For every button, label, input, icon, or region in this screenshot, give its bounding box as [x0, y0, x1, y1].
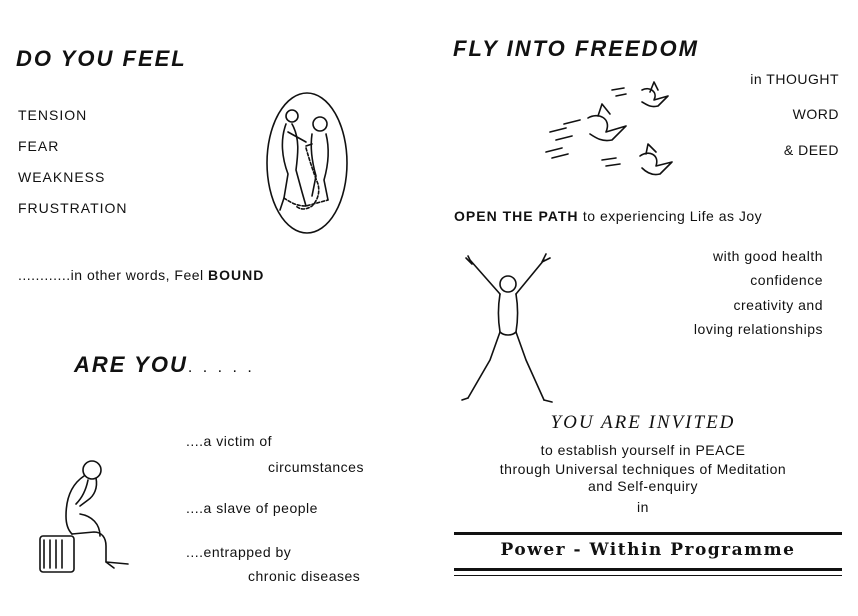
heading-fly-into-freedom: FLY INTO FREEDOM	[453, 36, 699, 61]
heading-are-you	[74, 352, 255, 378]
flying-birds-icon	[542, 78, 682, 188]
sitting-despair-figure-icon	[36, 458, 132, 582]
feeling-item: FRUSTRATION	[18, 200, 128, 216]
in-line: in	[637, 499, 649, 515]
benefit-item: confidence	[750, 272, 823, 288]
deed-line: & DEED	[783, 142, 839, 158]
open-path-bold: OPEN THE PATH	[454, 208, 579, 224]
chained-figures-icon	[262, 88, 352, 238]
programme-title: Power - Within Programme	[500, 540, 796, 560]
self-enquiry-line: and Self-enquiry	[588, 478, 698, 494]
entrapped-line-2: chronic diseases	[248, 568, 361, 584]
benefit-item: loving relationships	[693, 321, 823, 337]
arms-raised-figure-icon	[460, 250, 556, 406]
heading-do-you-feel: DO YOU FEEL	[16, 46, 187, 71]
benefit-item: with good health	[713, 248, 823, 264]
are-you-text: ARE YOU	[74, 352, 188, 377]
benefit-item: creativity and	[733, 297, 823, 313]
you-are-invited: YOU ARE INVITED	[550, 412, 736, 433]
are-you-dots: . . . . .	[187, 359, 255, 376]
word-line: WORD	[792, 106, 839, 122]
feeling-item: FEAR	[18, 138, 60, 154]
thought-line: in THOUGHT	[750, 71, 839, 87]
bound-line	[18, 267, 264, 283]
programme-top-rule	[454, 532, 842, 535]
victim-line-1: ....a victim of	[186, 433, 273, 449]
bound-prefix: ............in other words, Feel	[18, 267, 204, 283]
feeling-item: TENSION	[18, 107, 88, 123]
programme-bottom-rule	[454, 568, 842, 571]
feeling-item: WEAKNESS	[18, 169, 106, 185]
through-line: through Universal techniques of Meditation	[499, 461, 787, 477]
bound-word: BOUND	[208, 267, 265, 283]
establish-line: to establish yourself in PEACE	[540, 442, 746, 458]
open-path-line	[454, 208, 762, 224]
victim-line-2: circumstances	[268, 459, 364, 475]
open-path-rest: to experiencing Life as Joy	[582, 208, 763, 224]
programme-bottom-rule-thin	[454, 575, 842, 576]
entrapped-line-1: ....entrapped by	[186, 544, 292, 560]
slave-line: ....a slave of people	[186, 500, 318, 516]
